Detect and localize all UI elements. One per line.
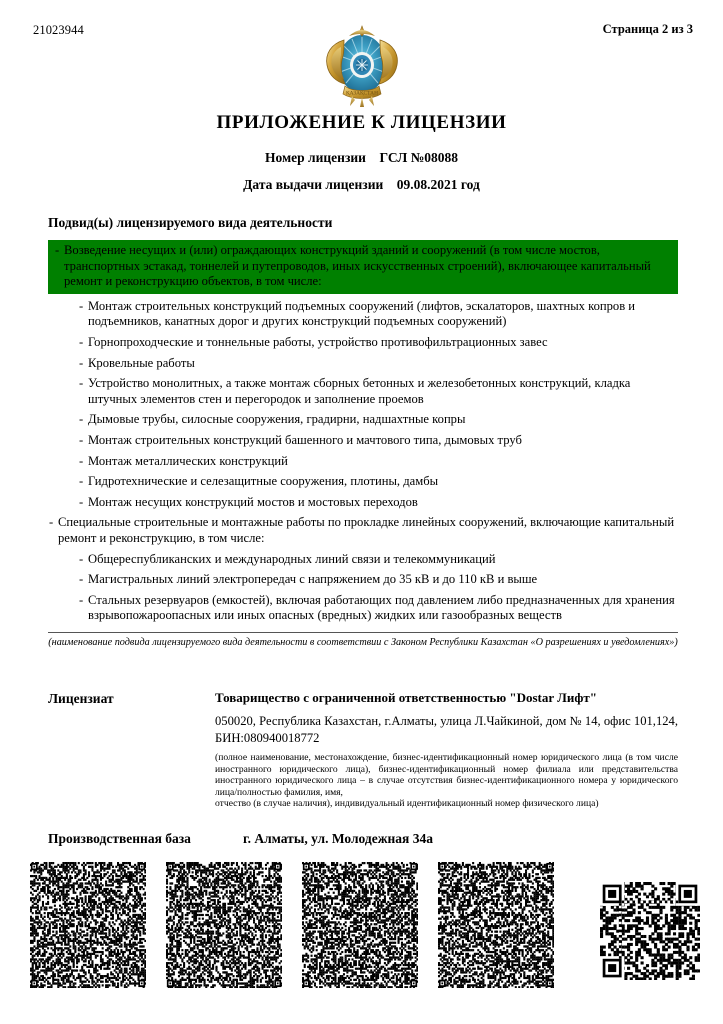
datamatrix-barcode (166, 862, 282, 988)
licensee-address: 050020, Республика Казахстан, г.Алматы, улица Л.Чайкиной, дом № 14, офис 101,124, БИН:080940018772 (215, 714, 678, 745)
activity-subitem: - Кровельные работы (78, 356, 678, 372)
activity-subitem: - Монтаж металлических конструкций (78, 454, 678, 470)
license-date-value: 09.08.2021 год (396, 177, 480, 192)
svg-text:ҚАЗАҚСТАН: ҚАЗАҚСТАН (345, 90, 378, 97)
page-header (0, 20, 723, 115)
activity-subitem: - Общереспубликанских и международных линий связи и телекоммуникаций (78, 552, 678, 568)
license-number-label: Номер лицензии (264, 150, 366, 165)
datamatrix-barcode (302, 862, 418, 988)
production-base-label: Производственная база (48, 831, 191, 846)
datamatrix-barcode (438, 862, 554, 988)
activity-subitem: - Стальных резервуаров (емкостей), включая работающих под давлением либо предназначенных для хранения взрывопожароопасных или иных опасных (вредных) жидких или газообразных веществ (78, 593, 678, 624)
activity-subitem: - Дымовые трубы, силосные сооружения, градирни, надшахтные копры (78, 412, 678, 428)
footnote-divider (48, 632, 678, 633)
document-number: 21023944 (33, 23, 84, 37)
license-number-row (0, 150, 723, 166)
activity-subitem: - Магистральных линий электропередач с напряжением до 35 кВ и до 110 кВ и выше (78, 572, 678, 588)
qr-code (600, 882, 700, 980)
licensee-name: Товарищество с ограниченной ответственностью "Dostar Лифт" (215, 690, 597, 705)
page-title: ПРИЛОЖЕНИЕ К ЛИЦЕНЗИИ (216, 112, 507, 133)
license-number-value: ГСЛ №08088 (379, 150, 459, 165)
activity-subitem: - Горнопроходческие и тоннельные работы, устройство противофильтрационных завес (78, 335, 678, 351)
activity-footnote: (наименование подвида лицензируемого вида деятельности в соответствии с Законом Республики Казахстан «О разрешениях и уведомлениях») (48, 637, 678, 648)
page-indicator: Страница 2 из 3 (602, 22, 693, 36)
highlighted-activity-block (48, 240, 678, 294)
datamatrix-barcode (30, 862, 146, 988)
activity-sublist-1 (48, 299, 678, 511)
activity-subitem: - Монтаж строительных конструкций подъемных сооружений (лифтов, эскалаторов, шахтных копров и подъемников, канатных дорог и других конструкций подъемных сооружений) (78, 299, 678, 330)
license-date-label: Дата выдачи лицензии (243, 177, 384, 192)
activity-sublist-2 (48, 552, 678, 624)
licensee-legal-note (215, 752, 678, 810)
production-base-value: г. Алматы, ул. Молодежная 34а (243, 831, 433, 846)
activity-section-label: Подвид(ы) лицензируемого вида деятельности (48, 215, 333, 230)
activity-subitem: - Устройство монолитных, а также монтаж сборных бетонных и железобетонных конструкций, кладка штучных элементов стен и перегородок и заполнение проемов (78, 376, 678, 407)
licensee-label: Лицензиат (48, 691, 114, 706)
activity-list (48, 240, 678, 624)
activity-subitem: - Гидротехнические и селезащитные сооружения, плотины, дамбы (78, 474, 678, 490)
licensee-legal-note-tail: отчество (в случае наличия), индивидуальный идентификационный номер физического лица) (215, 798, 599, 810)
license-date-row (0, 177, 723, 193)
activity-item-primary: - Возведение несущих и (или) ограждающих конструкций зданий и сооружений (в том числе мостов, транспортных эстакад, тоннелей и путепроводов, иных искусственных строений), включающее капитальный ремонт и реконструкцию объектов, в том числе: (54, 243, 672, 290)
kazakhstan-coat-of-arms-icon (319, 20, 405, 108)
licensee-legal-note-main: (полное наименование, местонахождение, бизнес-идентификационный номер юридического лица (в том числе иностранного юридического лица), бизнес-идентификационный номер филиала или представительства иностранного юридического лица – в случае отсутствия бизнес-идентификационного номера у юридического лица/полностью фамилия, имя, (215, 752, 678, 798)
activity-item-secondary: - Специальные строительные и монтажные работы по прокладке линейных сооружений, включающие капитальный ремонт и реконструкцию, в том числе: (48, 515, 678, 546)
activity-subitem: - Монтаж несущих конструкций мостов и мостовых переходов (78, 495, 678, 511)
activity-subitem: - Монтаж строительных конструкций башенного и мачтового типа, дымовых труб (78, 433, 678, 449)
